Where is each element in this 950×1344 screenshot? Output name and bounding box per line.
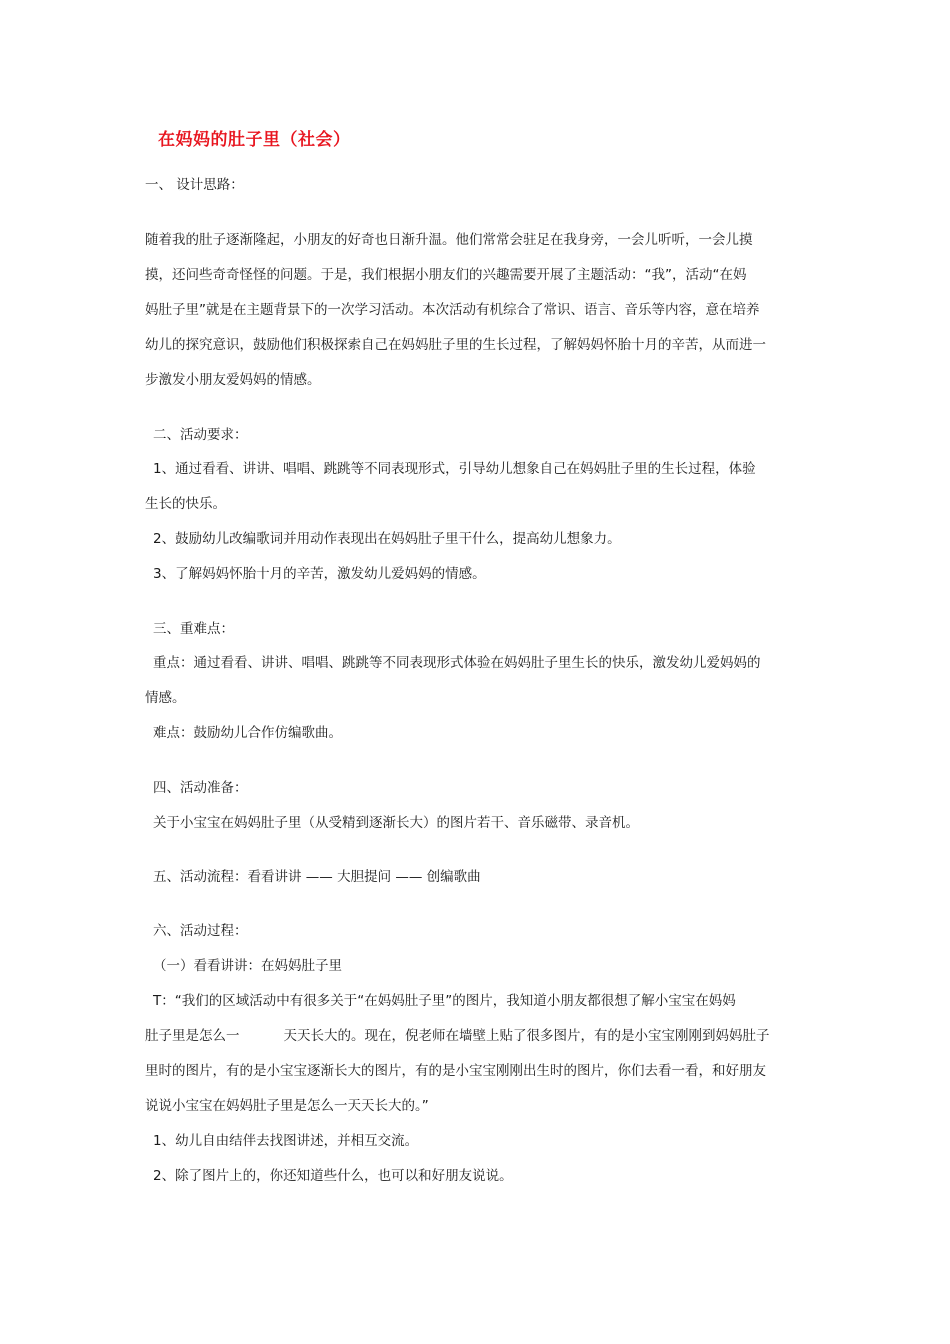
key-point-text: 重点：通过看看、讲讲、唱唱、跳跳等不同表现形式体验在妈妈肚子里生长的快乐，激发幼儿爱妈妈的 <box>153 655 761 671</box>
difficulty-text: 难点：鼓励幼儿合作仿编歌曲。 <box>153 725 342 741</box>
section-heading-process: 六、活动过程： <box>153 923 248 939</box>
list-item: 3、了解妈妈怀胎十月的辛苦，激发幼儿爱妈妈的情感。 <box>153 566 486 582</box>
key-point-continuation: 情感。 <box>145 690 186 706</box>
paragraph-line: 幼儿的探究意识，鼓励他们积极探索自己在妈妈肚子里的生长过程，了解妈妈怀胎十月的辛苦，从而进一 <box>145 337 766 353</box>
teacher-dialogue-line <box>145 1026 770 1046</box>
paragraph-line: 妈肚子里”就是在主题背景下的一次学习活动。本次活动有机综合了常识、语言、音乐等内容，意在培养 <box>145 302 760 318</box>
teacher-dialogue-line: 里时的图片，有的是小宝宝逐渐长大的图片，有的是小宝宝刚刚出生时的图片，你们去看一看，和好朋友 <box>145 1063 766 1079</box>
teacher-dialogue-line: 说说小宝宝在妈妈肚子里是怎么一天天长大的。” <box>145 1098 429 1114</box>
subsection-heading: （一）看看讲讲：在妈妈肚子里 <box>153 958 342 974</box>
list-item: 2、除了图片上的，你还知道些什么，也可以和好朋友说说。 <box>153 1168 513 1184</box>
paragraph-line: 随着我的肚子逐渐隆起，小朋友的好奇也日渐升温。他们常常会驻足在我身旁，一会儿听听，一会儿摸 <box>145 232 753 248</box>
paragraph-line: 摸，还问些奇奇怪怪的问题。于是，我们根据小朋友们的兴趣需要开展了主题活动：“我”，活动“在妈 <box>145 267 747 283</box>
section-heading-flow: 五、活动流程：看看讲讲 —— 大胆提问 —— 创编歌曲 <box>153 869 481 885</box>
dialogue-segment: 天天长大的。现在，倪老师在墙壁上贴了很多图片，有的是小宝宝刚刚到妈妈肚子 <box>283 1028 770 1044</box>
preparation-text: 关于小宝宝在妈妈肚子里（从受精到逐渐长大）的图片若干、音乐磁带、录音机。 <box>153 815 639 831</box>
teacher-dialogue-line: T：“我们的区域活动中有很多关于“在妈妈肚子里”的图片，我知道小朋友都很想了解小宝宝在妈妈 <box>153 993 736 1009</box>
list-item: 2、鼓励幼儿改编歌词并用动作表现出在妈妈肚子里干什么，提高幼儿想象力。 <box>153 531 621 547</box>
section-heading-key-points: 三、重难点： <box>153 621 234 637</box>
document-title: 在妈妈的肚子里（社会） <box>158 130 351 150</box>
list-item: 1、幼儿自由结伴去找图讲述，并相互交流。 <box>153 1133 419 1149</box>
section-heading-preparation: 四、活动准备： <box>153 780 248 796</box>
section-heading-requirements: 二、活动要求： <box>153 427 248 443</box>
paragraph-line: 步激发小朋友爱妈妈的情感。 <box>145 372 321 388</box>
list-item: 1、通过看看、讲讲、唱唱、跳跳等不同表现形式，引导幼儿想象自己在妈妈肚子里的生长过程，体验 <box>153 461 756 477</box>
section-heading-design: 一、 设计思路： <box>145 177 244 193</box>
list-item-continuation: 生长的快乐。 <box>145 496 226 512</box>
dialogue-segment: 肚子里是怎么一 <box>145 1028 240 1044</box>
